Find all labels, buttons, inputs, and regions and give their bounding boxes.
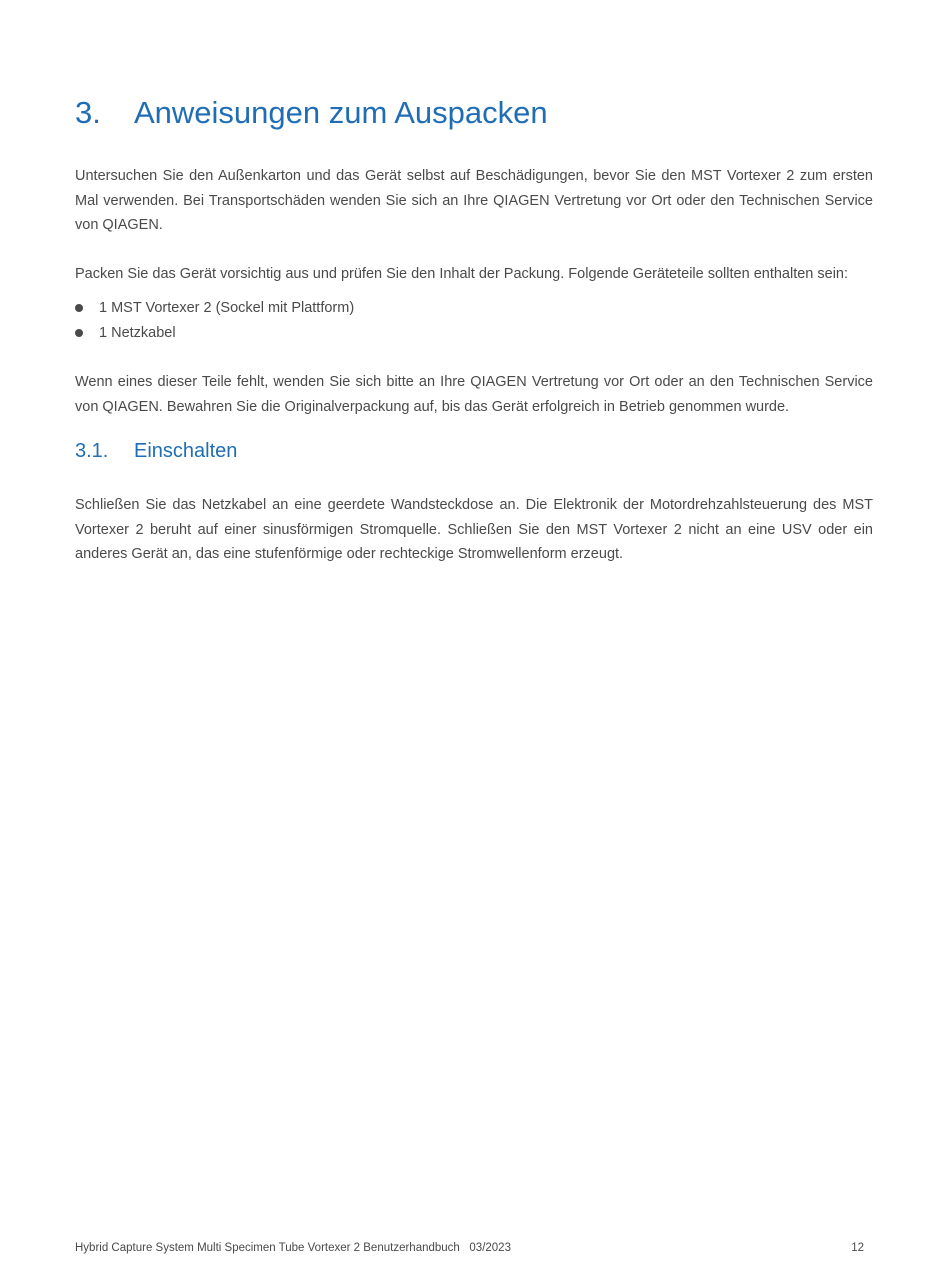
missing-parts-paragraph: Wenn eines dieser Teile fehlt, wenden Sie sich bitte an Ihre QIAGEN Vertretung vor Ort oder an den Technischen Service von QIAGEN. Bewahren Sie die Originalverpackung auf, bis das Gerät erfolgreich in Betrieb genommen wurde.: [75, 374, 873, 415]
power-on-paragraph: Schließen Sie das Netzkabel an eine geerdete Wandsteckdose an. Die Elektronik der Motordrehzahlsteuerung des MST Vortexer 2 beruht auf einer sinusförmigen Stromquelle. Schließen Sie den MST Vortexer 2 nicht an eine USV oder ein anderes Gerät an, das eine stufenförmige oder rechteckige Stromwellenform erzeugt.: [75, 497, 873, 562]
package-contents-list: [75, 296, 873, 345]
chapter-title: Anweisungen zum Auspacken: [134, 95, 548, 130]
intro-paragraph: Untersuchen Sie den Außenkarton und das Gerät selbst auf Beschädigungen, bevor Sie den MST Vortexer 2 zum ersten Mal verwenden. Bei Transportschäden wenden Sie sich an Ihre QIAGEN Vertretung vor Ort oder den Technischen Service von QIAGEN.: [75, 168, 873, 233]
list-item: [75, 296, 873, 321]
list-item-text: 1 MST Vortexer 2 (Sockel mit Plattform): [99, 300, 355, 316]
page-footer: [75, 1242, 864, 1254]
section-number: 3.1.: [75, 440, 109, 462]
unpack-paragraph: Packen Sie das Gerät vorsichtig aus und prüfen Sie den Inhalt der Packung. Folgende Geräteteile sollten enthalten sein:: [75, 266, 849, 282]
section-heading: [75, 440, 873, 463]
bullet-icon: [75, 304, 83, 312]
bullet-icon: [75, 329, 83, 337]
list-item: [75, 321, 873, 346]
chapter-heading: [75, 95, 873, 131]
page-number: 12: [851, 1242, 864, 1254]
chapter-number: 3.: [75, 95, 101, 130]
section-title: Einschalten: [134, 440, 238, 462]
footer-text: Hybrid Capture System Multi Specimen Tube Vortexer 2 Benutzerhandbuch 03/2023: [75, 1242, 511, 1254]
list-item-text: 1 Netzkabel: [99, 324, 176, 341]
